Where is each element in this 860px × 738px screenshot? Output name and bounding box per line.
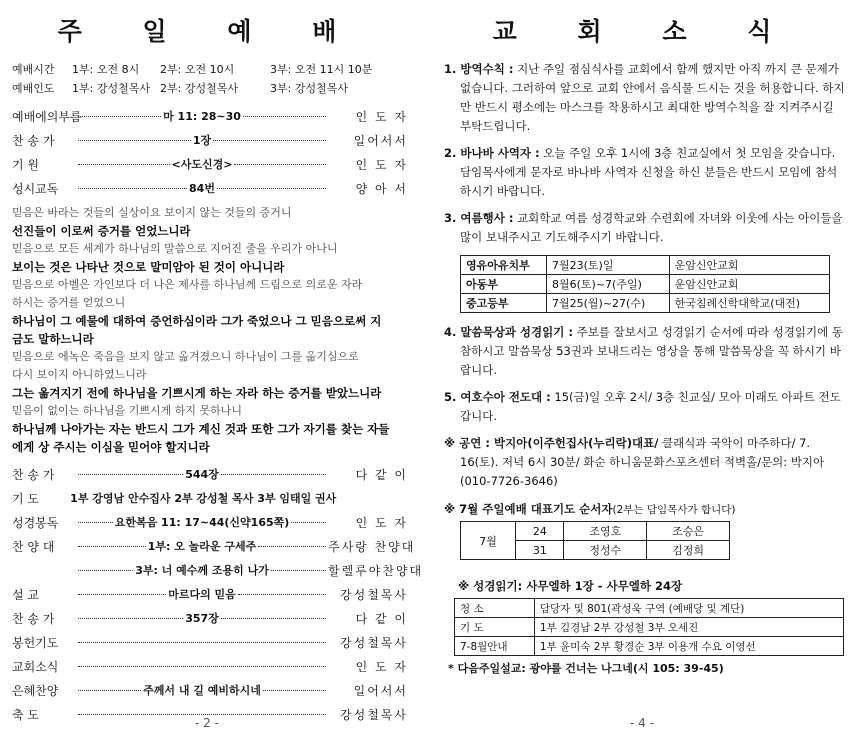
order-row bbox=[12, 152, 408, 176]
scripture-line: 에게 상 주시는 이심을 믿어야 할지니라 bbox=[12, 440, 210, 454]
reading-row bbox=[455, 637, 844, 656]
schedule-item: 3부: 강성철목사 bbox=[270, 82, 348, 95]
order-item: 1부 강영남 안수집사 2부 강성철 목사 3부 임태일 권사 bbox=[70, 492, 337, 505]
order-leader: 강성철목사 bbox=[340, 707, 408, 722]
schedule-label: 예배시간 bbox=[12, 63, 55, 76]
news-head: 1. 방역수칙 : bbox=[444, 62, 514, 76]
order-content bbox=[76, 714, 328, 715]
reading-table bbox=[454, 598, 844, 656]
order-leader: 주사랑 찬양대 bbox=[328, 539, 416, 554]
order-content bbox=[76, 610, 328, 626]
scripture-line: 금도 말하느니라 bbox=[12, 332, 94, 346]
summer-cell: 중고등부 bbox=[461, 294, 547, 313]
order-content bbox=[76, 666, 328, 667]
prayer-title bbox=[444, 501, 846, 517]
reading-cell: 1부 윤미숙 2부 황경순 3부 이용개 수요 이영선 bbox=[534, 637, 843, 656]
dotted-leader bbox=[263, 690, 326, 691]
order-content bbox=[76, 682, 328, 698]
order-of-service-2 bbox=[12, 462, 424, 726]
news-body: 지난 주일 점심식사를 교회에서 함께 했지만 아직 까지 큰 문제가 없습니다. 그러하여 앞으로 교회 안에서 음식물 드시는 것을 허용합니다. 하지만 반드시 평소에는 마스크를 착용하시고 최대한 방역수칙을 잘 지켜주시길 부탁드립니다. bbox=[460, 62, 845, 133]
news-item bbox=[444, 209, 846, 247]
dotted-leader bbox=[78, 666, 326, 667]
order-leader: 할렐루야찬양대 bbox=[328, 563, 424, 578]
scripture-line: 하나님께 나아가는 자는 반드시 그가 계신 것과 또한 그가 자기를 찾는 자들 bbox=[12, 422, 390, 436]
prayer-cell: 24 bbox=[516, 522, 564, 541]
order-row bbox=[12, 678, 408, 702]
summer-cell: 7월25(월)~27(수) bbox=[547, 294, 670, 313]
page-number-left: - 2 - bbox=[195, 716, 219, 730]
order-leader: 다 같 이 bbox=[355, 611, 408, 626]
prayer-cell: 조승은 bbox=[647, 522, 730, 541]
order-leader: 인 도 자 bbox=[355, 659, 408, 674]
order-label: 찬 송 가 bbox=[12, 133, 55, 148]
order-item: 544장 bbox=[185, 468, 219, 481]
right-page bbox=[430, 0, 860, 738]
scripture-line: 믿음이 없이는 하나님을 기쁘시게 하지 못하나니 bbox=[12, 404, 243, 417]
order-item: 84번 bbox=[189, 182, 215, 195]
news-body: 주보를 잘보시고 성경읽기 순서에 따라 성경읽기에 동참하시고 말씀묵상 53권과 보내드리는 영상을 통해 말씀묵상을 꼭 하시기 바랍니다. bbox=[460, 325, 843, 377]
order-label: 성경봉독 bbox=[12, 515, 59, 530]
prayer-cell: 조영호 bbox=[564, 522, 647, 541]
summer-cell: 운암신안교회 bbox=[669, 275, 829, 294]
scripture-line: 선진들이 이로써 증거를 얻었느니라 bbox=[12, 224, 191, 238]
order-leader: 양 아 서 bbox=[355, 181, 408, 196]
order-content bbox=[76, 642, 328, 643]
left-page bbox=[0, 0, 424, 738]
scripture-line: 다시 보이지 아니하였느니라 bbox=[12, 368, 147, 381]
schedule-row bbox=[12, 60, 408, 79]
order-label: 찬 송 가 bbox=[12, 467, 55, 482]
order-of-service-1 bbox=[12, 104, 408, 200]
order-label: 예배에의부름 bbox=[12, 109, 82, 124]
dotted-leader bbox=[78, 546, 146, 547]
worship-schedule bbox=[12, 60, 408, 98]
news-list-2 bbox=[444, 323, 846, 491]
summer-row bbox=[461, 294, 830, 313]
scripture-reading bbox=[12, 204, 408, 456]
order-content bbox=[76, 180, 328, 196]
order-label: 찬 송 가 bbox=[12, 611, 55, 626]
order-content bbox=[76, 562, 328, 578]
summer-cell: 7월23(토)일 bbox=[547, 256, 670, 275]
news-body: 오늘 주일 오후 1시에 3층 친교실에서 첫 모임을 갖습니다. 담임목사에게 문자로 바나바 사역자 신청을 하신 분들은 반드시 모임에 참석하시기 바랍니다. bbox=[460, 146, 838, 198]
news-body: 15(금)일 오후 2시/ 3층 친교실/ 모아 미래도 아파트 전도갑니다. bbox=[460, 390, 841, 423]
prayer-cell: 김정희 bbox=[647, 541, 730, 560]
scripture-line: 믿음으로 모든 세계가 하나님의 말씀으로 지어진 줄을 우리가 아나니 bbox=[12, 242, 338, 255]
dotted-leader bbox=[221, 618, 326, 619]
dotted-leader bbox=[78, 570, 133, 571]
dotted-leader bbox=[217, 188, 326, 189]
scripture-line: 하시는 증거를 얻었으니 bbox=[12, 296, 126, 309]
schedule-row bbox=[12, 79, 408, 98]
order-item: 주께서 내 길 예비하시네 bbox=[143, 684, 261, 697]
schedule-item: 1부: 강성철목사 bbox=[72, 82, 150, 95]
reading-title: ※ 성경읽기: 사무엘하 1장 - 사무엘하 24장 bbox=[458, 579, 683, 593]
news-head: 3. 여름행사 : bbox=[444, 211, 514, 225]
news-item bbox=[444, 434, 846, 491]
prayer-month: 7월 bbox=[461, 522, 516, 560]
order-item: 1장 bbox=[192, 134, 212, 147]
order-leader: 강성철목사 bbox=[340, 587, 408, 602]
order-item: 마르다의 믿음 bbox=[168, 588, 236, 601]
order-label: 은혜찬양 bbox=[12, 683, 59, 698]
order-label: 축 도 bbox=[12, 707, 39, 722]
dotted-leader bbox=[78, 188, 187, 189]
order-row bbox=[12, 510, 408, 534]
news-head: 5. 여호수아 전도대 : bbox=[444, 390, 551, 404]
schedule-label: 예배인도 bbox=[12, 82, 55, 95]
order-row bbox=[12, 486, 408, 510]
dotted-leader bbox=[291, 522, 326, 523]
reading-cell: 7-8월안내 bbox=[455, 637, 535, 656]
order-leader: 인 도 자 bbox=[355, 109, 408, 124]
order-label: 설 교 bbox=[12, 587, 39, 602]
order-row bbox=[12, 582, 408, 606]
dotted-leader bbox=[213, 140, 326, 141]
order-label: 교회소식 bbox=[12, 659, 59, 674]
scripture-line: 보이는 것은 나타난 것으로 말미암아 된 것이 아니니라 bbox=[12, 260, 285, 274]
order-content bbox=[76, 156, 328, 172]
order-item: 마 11: 28~30 bbox=[163, 110, 241, 123]
news-head: 2. 바나바 사역자 : bbox=[444, 146, 540, 160]
next-sermon: * 다음주일설교: 광야를 건너는 나그네(시 105: 39-45) bbox=[448, 662, 724, 675]
schedule-item: 2부: 오전 10시 bbox=[160, 63, 235, 76]
order-row bbox=[12, 654, 408, 678]
news-head: 4. 말씀묵상과 성경읽기 : bbox=[444, 325, 573, 339]
summer-cell: 아동부 bbox=[461, 275, 547, 294]
order-content bbox=[76, 538, 328, 554]
page-number-right: - 4 - bbox=[630, 716, 654, 730]
order-leader: 인 도 자 bbox=[355, 515, 408, 530]
order-row bbox=[12, 606, 408, 630]
news-body: 클래식과 국악이 마주하다/ 7. 16(토). 저녁 6시 30분/ 화순 하니움문화스포츠센터 적벽홀/문의: 박지아(010-7726-3646) bbox=[460, 436, 825, 488]
dotted-leader bbox=[78, 690, 141, 691]
dotted-leader bbox=[78, 714, 326, 715]
dotted-leader bbox=[78, 594, 166, 595]
order-leader: 다 같 이 bbox=[355, 467, 408, 482]
schedule-item: 2부: 강성철목사 bbox=[160, 82, 238, 95]
order-item: <사도신경> bbox=[171, 158, 233, 171]
reading-cell: 담당자 및 801(곽성욱 구역 (예배당 및 계단) bbox=[534, 599, 843, 618]
order-label: 봉헌기도 bbox=[12, 635, 59, 650]
dotted-leader bbox=[221, 474, 326, 475]
order-label: 기 원 bbox=[12, 157, 39, 172]
reading-row bbox=[455, 618, 844, 637]
order-leader: 일어서서 bbox=[353, 133, 408, 148]
order-row bbox=[12, 630, 408, 654]
dotted-leader bbox=[78, 522, 113, 523]
scripture-line: 하나님이 그 예물에 대하여 증언하심이라 그가 죽었으나 그 믿음으로써 지 bbox=[12, 314, 382, 328]
dotted-leader bbox=[78, 642, 326, 643]
prayer-row bbox=[461, 522, 730, 541]
summer-events-table bbox=[460, 255, 830, 313]
summer-row bbox=[461, 256, 830, 275]
order-content bbox=[76, 132, 328, 148]
order-item: 3부: 너 예수께 조용히 나가 bbox=[135, 564, 269, 577]
dotted-leader bbox=[234, 164, 326, 165]
dotted-leader bbox=[78, 164, 170, 165]
order-row bbox=[12, 558, 424, 582]
summer-cell: 운암신안교회 bbox=[669, 256, 829, 275]
news-list bbox=[444, 60, 846, 247]
order-content bbox=[76, 514, 328, 530]
reading-cell: 청 소 bbox=[455, 599, 535, 618]
order-item: 요한복음 11: 17~44(신약165쪽) bbox=[114, 516, 290, 529]
dotted-leader bbox=[258, 546, 326, 547]
summer-cell: 한국침례신학대학교(대전) bbox=[669, 294, 829, 313]
order-label: 기 도 bbox=[12, 491, 39, 506]
dotted-leader bbox=[78, 140, 191, 141]
dotted-leader bbox=[78, 116, 161, 117]
reading-cell: 1부 김경남 2부 강성철 3부 오세진 bbox=[534, 618, 843, 637]
reading-cell: 기 도 bbox=[455, 618, 535, 637]
order-leader: 인 도 자 bbox=[355, 157, 408, 172]
order-row bbox=[12, 534, 416, 558]
news-item bbox=[444, 144, 846, 201]
dotted-leader bbox=[238, 594, 326, 595]
scripture-line: 믿음으로 아벨은 가인보다 더 나은 제사를 하나님께 드림으로 의로운 자라 bbox=[12, 278, 363, 291]
worship-title: 주 일 예 배 bbox=[57, 17, 363, 46]
scripture-line: 그는 옮겨지기 전에 하나님을 기쁘시게 하는 자라 하는 증거를 받았느니라 bbox=[12, 386, 382, 400]
news-item bbox=[444, 388, 846, 426]
news-item bbox=[444, 60, 846, 136]
summer-cell: 영유아유치부 bbox=[461, 256, 547, 275]
order-row bbox=[12, 176, 408, 200]
order-item: 357장 bbox=[185, 612, 219, 625]
summer-cell: 8월6(토)~7(주일) bbox=[547, 275, 670, 294]
prayer-title-text: ※ 7월 주일예배 대표기도 순서자 bbox=[444, 502, 613, 516]
scripture-line: 믿음으로 에녹은 죽음을 보지 않고 옮겨졌으니 하나님이 그를 옮기심으로 bbox=[12, 350, 359, 363]
order-leader: 강성철목사 bbox=[340, 635, 408, 650]
prayer-note: (2부는 담임목사가 합니다) bbox=[612, 504, 736, 516]
order-item: 1부: 오 놀라운 구세주 bbox=[147, 540, 257, 553]
dotted-leader bbox=[78, 474, 183, 475]
order-label: 성시교독 bbox=[12, 181, 59, 196]
prayer-table bbox=[460, 521, 730, 560]
schedule-item: 3부: 오전 11시 10분 bbox=[270, 63, 373, 76]
news-body: 교회학교 여름 성경학교와 수련회에 자녀와 이웃에 사는 아이들을 많이 보내주시고 기도해주시기 바랍니다. bbox=[460, 211, 843, 244]
dotted-leader bbox=[78, 618, 183, 619]
order-label: 찬 양 대 bbox=[12, 539, 55, 554]
order-content bbox=[76, 108, 328, 124]
order-content bbox=[66, 490, 340, 506]
summer-row bbox=[461, 275, 830, 294]
order-row bbox=[12, 104, 408, 128]
news-item bbox=[444, 323, 846, 380]
order-row bbox=[12, 128, 408, 152]
dotted-leader bbox=[271, 570, 326, 571]
news-title: 교 회 소 식 bbox=[492, 17, 798, 46]
scripture-line: 믿음은 바라는 것들의 실상이요 보이지 않는 것들의 증거니 bbox=[12, 206, 292, 219]
prayer-cell: 31 bbox=[516, 541, 564, 560]
order-content bbox=[76, 466, 328, 482]
order-leader: 일어서서 bbox=[353, 683, 408, 698]
schedule-item: 1부: 오전 8시 bbox=[72, 63, 140, 76]
order-row bbox=[12, 462, 408, 486]
reading-row bbox=[455, 599, 844, 618]
news-head: ※ 공연 : 박지아(이주헌집사(누리락)대표/ bbox=[444, 436, 659, 450]
dotted-leader bbox=[243, 116, 326, 117]
order-content bbox=[76, 586, 328, 602]
prayer-cell: 정성수 bbox=[564, 541, 647, 560]
